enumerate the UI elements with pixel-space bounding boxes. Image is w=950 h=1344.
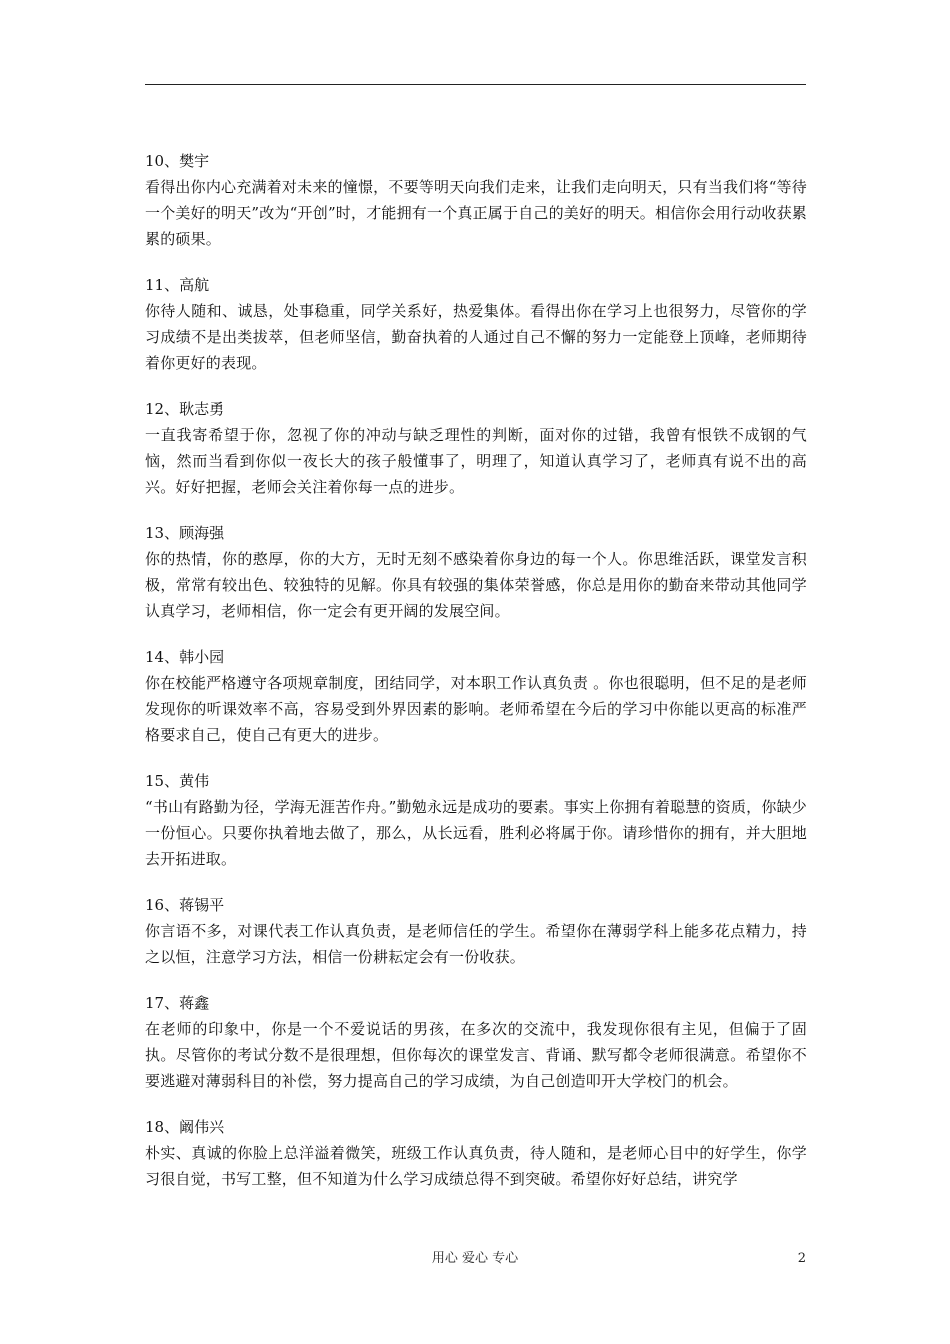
comment-entry (145, 396, 807, 500)
student-name: 15、黄伟 (145, 772, 210, 790)
comment-text: 你待人随和、诚恳，处事稳重，同学关系好，热爱集体。看得出你在学习上也很努力，尽管你的学习成绩不是出类拔萃，但老师坚信，勤奋执着的人通过自己不懈的努力一定能登上顶峰，老师期待着你更好的表现。 (145, 302, 807, 372)
comment-text: 看得出你内心充满着对未来的憧憬，不要等明天向我们走来，让我们走向明天，只有当我们将“等待一个美好的明天”改为“开创”时，才能拥有一个真正属于自己的美好的明天。相信你会用行动收获累累的硕果。 (145, 178, 808, 248)
comment-entry (145, 520, 807, 624)
student-name: 11、高航 (145, 276, 210, 294)
comments-list (145, 148, 807, 1212)
comment-entry (145, 990, 807, 1094)
comment-text: 你在校能严格遵守各项规章制度，团结同学，对本职工作认真负责 。你也很聪明，但不足的是老师发现你的听课效率不高，容易受到外界因素的影响。老师希望在今后的学习中你能以更高的标准严格要求自己，使自己有更大的进步。 (145, 674, 807, 744)
header-rule (145, 84, 806, 85)
page-number: 2 (797, 1251, 806, 1266)
comment-text: 朴实、真诚的你脸上总洋溢着微笑，班级工作认真负责，待人随和，是老师心目中的好学生，你学习很自觉，书写工整，但不知道为什么学习成绩总得不到突破。希望你好好总结，讲究学 (145, 1144, 807, 1188)
student-name: 18、阚伟兴 (145, 1118, 225, 1136)
comment-entry (145, 644, 807, 748)
student-name: 13、顾海强 (145, 524, 225, 542)
comment-text: 在老师的印象中，你是一个不爱说话的男孩，在多次的交流中，我发现你很有主见，但偏于了固执。尽管你的考试分数不是很理想，但你每次的课堂发言、背诵、默写都令老师很满意。希望你不要逃避对薄弱科目的补偿，努力提高自己的学习成绩，为自己创造叩开大学校门的机会。 (145, 1020, 807, 1090)
comment-entry (145, 892, 807, 970)
comment-entry (145, 768, 807, 872)
student-name: 17、蒋鑫 (145, 994, 210, 1012)
comment-entry (145, 1114, 807, 1192)
comment-text: 你的热情，你的憨厚，你的大方，无时无刻不感染着你身边的每一个人。你思维活跃，课堂发言积极，常常有较出色、较独特的见解。你具有较强的集体荣誉感，你总是用你的勤奋来带动其他同学认真学习，老师相信，你一定会有更开阔的发展空间。 (145, 550, 807, 620)
comment-text: 你言语不多，对课代表工作认真负责，是老师信任的学生。希望你在薄弱学科上能多花点精力，持之以恒，注意学习方法，相信一份耕耘定会有一份收获。 (145, 922, 807, 966)
comment-text: “书山有路勤为径，学海无涯苦作舟。”勤勉永远是成功的要素。事实上你拥有着聪慧的资质，你缺少一份恒心。只要你执着地去做了，那么，从长远看，胜利必将属于你。请珍惜你的拥有，并大胆地去开拓进取。 (145, 798, 807, 868)
student-name: 12、耿志勇 (145, 400, 225, 418)
comment-entry (145, 148, 807, 252)
comment-text: 一直我寄希望于你，忽视了你的冲动与缺乏理性的判断，面对你的过错，我曾有恨铁不成钢的气恼，然而当看到你似一夜长大的孩子般懂事了，明理了，知道认真学习了，老师真有说不出的高兴。好好把握，老师会关注着你每一点的进步。 (145, 426, 807, 496)
student-name: 10、樊宇 (145, 152, 210, 170)
footer-motto: 用心 爱心 专心 (431, 1251, 519, 1266)
comment-entry (145, 272, 807, 376)
student-name: 16、蒋锡平 (145, 896, 225, 914)
student-name: 14、韩小园 (145, 648, 225, 666)
